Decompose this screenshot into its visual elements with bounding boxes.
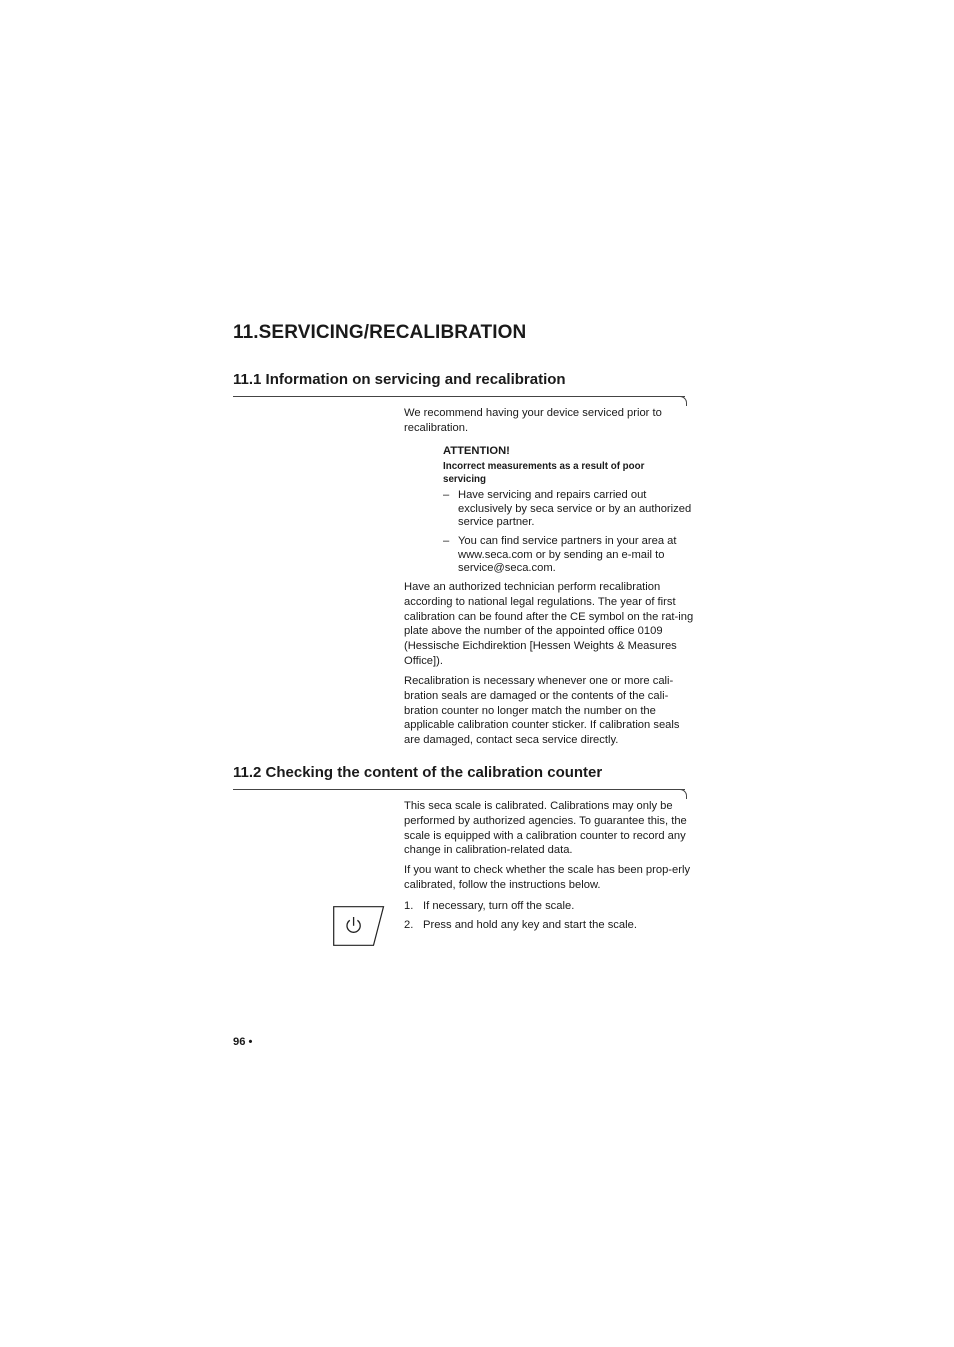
section-rule <box>233 396 685 397</box>
check-instructions-paragraph: If you want to check whether the scale has been prop-erly calibrated, follow the instructions below. <box>404 864 691 891</box>
recalibration-seals-paragraph: Recalibration is necessary whenever one or more cali-bration seals are damaged or the contents of the cali-bration counter no longer match the number on the applicable calibration counter sticker. If calibration seals are damaged, contact seca service directly. <box>404 675 680 747</box>
section-rule-hook <box>679 789 687 799</box>
calibrated-paragraph: This seca scale is calibrated. Calibrations may only be performed by authorized agencies. To guarantee this, the scale is equipped with a calibration counter to record any change in calibration-related data. <box>404 800 687 857</box>
step-text: If necessary, turn off the scale. <box>423 900 575 912</box>
attention-subtitle: Incorrect measurements as a result of poor servicing <box>443 461 645 485</box>
chapter-title: 11.SERVICING/RECALIBRATION <box>233 322 527 343</box>
bullet-text: Have servicing and repairs carried out exclusively by seca service or by an authorized service partner. <box>458 489 692 529</box>
bullet-text: You can find service partners in your area at www.seca.com or by sending an e-mail to service@seca.com. <box>458 535 677 575</box>
step-text: Press and hold any key and start the scale. <box>423 919 637 931</box>
section-rule <box>233 789 685 790</box>
recalibration-paragraph: Have an authorized technician perform recalibration according to national legal regulations. The year of first calibration can be found after the CE symbol on the rat-ing plate above the number of the appointed office 0109 (Hessische Eichdirektion [Hessen Weights & Measures Office]). <box>404 581 694 667</box>
attention-bullet <box>443 535 693 576</box>
bullet-dash: – <box>443 489 450 501</box>
attention-bullet <box>443 489 693 530</box>
section-heading-11-2: 11.2 Checking the content of the calibration counter <box>233 764 603 781</box>
section-heading-11-1: 11.1 Information on servicing and recalibration <box>233 371 566 388</box>
step-number: 1. <box>404 900 414 912</box>
section-rule-hook <box>679 396 687 406</box>
bullet-dash: – <box>443 535 450 547</box>
instruction-step <box>404 899 694 913</box>
power-key-icon <box>333 906 385 946</box>
page-number: 96 • <box>233 1036 253 1048</box>
attention-title: ATTENTION! <box>443 445 510 457</box>
intro-paragraph: We recommend having your device serviced prior to recalibration. <box>404 407 662 434</box>
step-number: 2. <box>404 919 414 931</box>
instruction-step <box>404 918 694 932</box>
